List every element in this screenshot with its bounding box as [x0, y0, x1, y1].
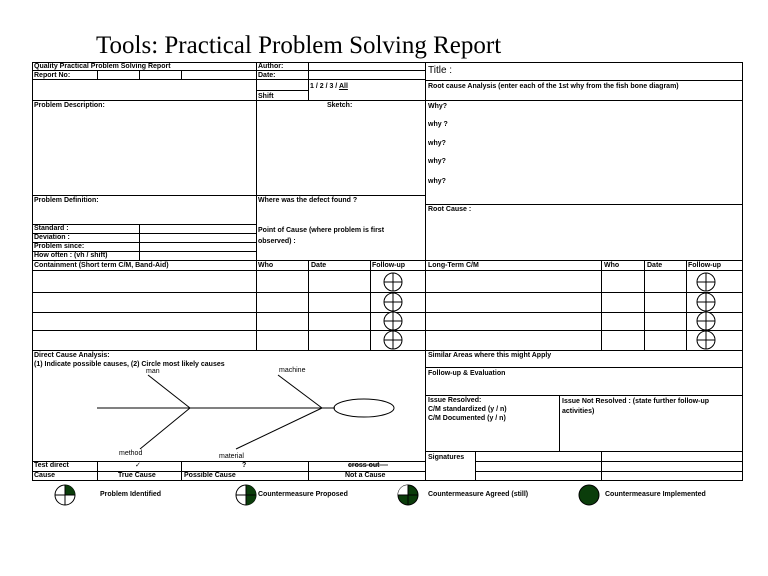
shift-options: 1 / 2 / 3 / All [310, 83, 348, 90]
root-cause-label: Root Cause : [428, 206, 472, 213]
why-label-4: why? [428, 158, 446, 165]
containment-heading: Containment (Short term C/M, Band-Aid) [34, 262, 169, 269]
cm-documented-label: C/M Documented (y / n) [428, 415, 506, 422]
issue-not-resolved-label: Issue Not Resolved : (state further follow-up activities) [562, 398, 710, 415]
page-title: Tools: Practical Problem Solving Report [96, 32, 502, 59]
deviation-label: Deviation : [34, 234, 70, 241]
why-label-2: why ? [428, 121, 448, 128]
long-term-heading: Long-Term C/M [428, 262, 479, 269]
countermeasure-proposed-icon [235, 484, 257, 506]
long-term-date-header: Date [647, 262, 663, 269]
possible-cause-mark: ? [242, 462, 247, 469]
why-label-5: why? [428, 178, 446, 185]
signatures-label: Signatures [428, 454, 465, 461]
problem-description-label: Problem Description: [34, 102, 105, 109]
fishbone-method-label: method [119, 450, 143, 457]
direct-cause-instruction: (1) Indicate possible causes, (2) Circle most likely causes [34, 361, 225, 368]
shift-all-option: All [338, 83, 348, 90]
possible-cause-label: Possible Cause [184, 472, 236, 479]
cause-label: Cause [34, 472, 56, 479]
direct-cause-heading: Direct Cause Analysis: [34, 352, 110, 359]
fishbone-material-label: material [219, 453, 244, 460]
long-term-follow-up-header: Follow-up [688, 262, 722, 269]
similar-areas-label: Similar Areas where this might Apply [428, 352, 552, 359]
sketch-label: Sketch: [327, 102, 353, 109]
shift-label: Shift [258, 93, 274, 100]
containment-date-header: Date [311, 262, 327, 269]
legend-label-countermeasure-agreed: Countermeasure Agreed (still) [428, 491, 529, 498]
fishbone-diagram [97, 375, 394, 449]
problem-identified-icon [54, 484, 76, 506]
title-label: Title : [428, 65, 453, 76]
problem-since-label: Problem since: [34, 243, 85, 250]
true-cause-label: True Cause [118, 472, 156, 479]
report-title-label: Quality Practical Problem Solving Report [34, 63, 171, 70]
true-cause-check: ✓ [135, 462, 141, 469]
test-direct-label: Test direct [34, 462, 69, 469]
countermeasure-implemented-icon [578, 484, 600, 506]
fishbone-machine-label: machine [279, 367, 306, 374]
date-label: Date: [258, 72, 276, 79]
fishbone-man-label: man [146, 368, 160, 375]
cross-out-label: cross out [348, 462, 380, 469]
containment-follow-up-header: Follow-up [372, 262, 406, 269]
long-term-who-header: Who [604, 262, 620, 269]
report-no-label: Report No: [34, 72, 71, 79]
problem-definition-label: Problem Definition: [34, 197, 99, 204]
follow-up-circles [384, 273, 715, 349]
why-label-3: why? [428, 140, 446, 147]
legend-label-countermeasure-implemented: Countermeasure Implemented [605, 491, 706, 498]
legend-label-countermeasure-proposed: Countermeasure Proposed [258, 491, 348, 498]
author-label: Author: [258, 63, 284, 70]
how-often-label: How often : (vh / shift) [34, 252, 108, 259]
point-of-cause-label: Point of Cause (where problem is first observed) : [258, 227, 385, 245]
where-found-label: Where was the defect found ? [258, 197, 358, 204]
containment-who-header: Who [258, 262, 274, 269]
follow-up-evaluation-label: Follow-up & Evaluation [428, 370, 506, 377]
issue-resolved-label: Issue Resolved: [428, 397, 482, 404]
root-cause-analysis-heading: Root cause Analysis (enter each of the 1st why from the fish bone diagram) [428, 83, 679, 90]
why-label-1: Why? [428, 103, 448, 110]
cm-standardized-label: C/M standardized (y / n) [428, 406, 507, 413]
standard-label: Standard : [34, 225, 69, 232]
legend-label-problem-identified: Problem Identified [100, 491, 162, 498]
countermeasure-agreed-icon [397, 484, 419, 506]
not-a-cause-label: Not a Cause [345, 472, 386, 479]
